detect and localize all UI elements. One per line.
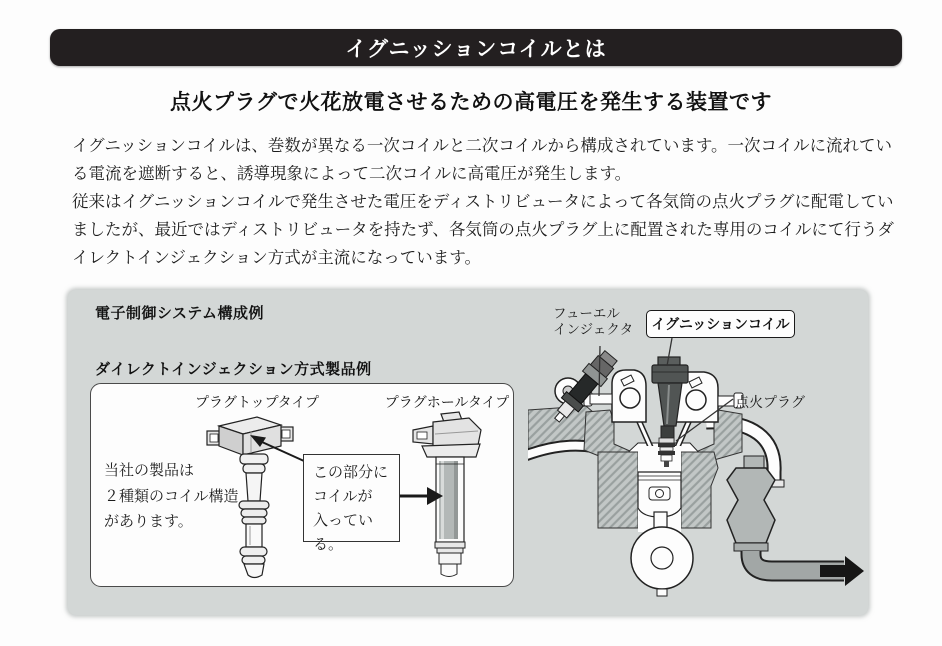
company-note-line: があります。	[104, 513, 193, 530]
spark-plug-label: 点火プラグ	[735, 394, 805, 410]
company-note	[104, 458, 239, 535]
coil-location-callout	[303, 454, 400, 553]
plug-top-type-label: プラグトップタイプ	[195, 394, 319, 410]
system-example-title: 電子制御システム構成例	[95, 305, 265, 322]
plug-hole-type-label: プラグホールタイプ	[384, 394, 510, 410]
diagram-panel	[68, 290, 868, 615]
page-title: イグニッションコイルとは	[345, 37, 607, 61]
callout-line: 入っている。	[313, 512, 374, 553]
product-example-title: ダイレクトインジェクション方式製品例	[95, 361, 372, 378]
plug-hole-coil-illustration	[413, 412, 481, 577]
company-note-line: 当社の製品は	[104, 462, 195, 479]
page-title-banner	[50, 29, 902, 66]
intro-paragraph-1: イグニッションコイルは、巻数が異なる一次コイルと二次コイルから構成されています。一次コイルに流れている電流を遮断すると、誘導現象によって二次コイルに高電圧が発生します。	[72, 137, 893, 183]
subtitle-heading: 点火プラグで火花放電させるための高電圧を発生する装置です	[170, 91, 772, 114]
company-note-line: ２種類のコイル構造	[104, 487, 239, 505]
callout-line: コイルが	[313, 488, 373, 505]
ignition-coil-label: イグニッションコイル	[646, 310, 795, 338]
intro-paragraph-2: 従来はイグニッションコイルで発生させた電圧をディストリビュータによって各気筒の点火プラグに配電していましたが、最近ではディストリビュータを持たず、各気筒の点火プラグ上に配置された専用のコイルにて行うダイレクトインジェクション方式が主流になっています。	[72, 193, 894, 267]
engine-cutaway-illustration	[528, 300, 868, 610]
fuel-injector-leader-line	[599, 346, 600, 396]
product-example-box	[90, 383, 514, 587]
callout-line: この部分に	[313, 464, 389, 481]
fuel-injector-label: フューエル インジェクタ	[553, 306, 634, 337]
intro-text	[72, 132, 894, 272]
